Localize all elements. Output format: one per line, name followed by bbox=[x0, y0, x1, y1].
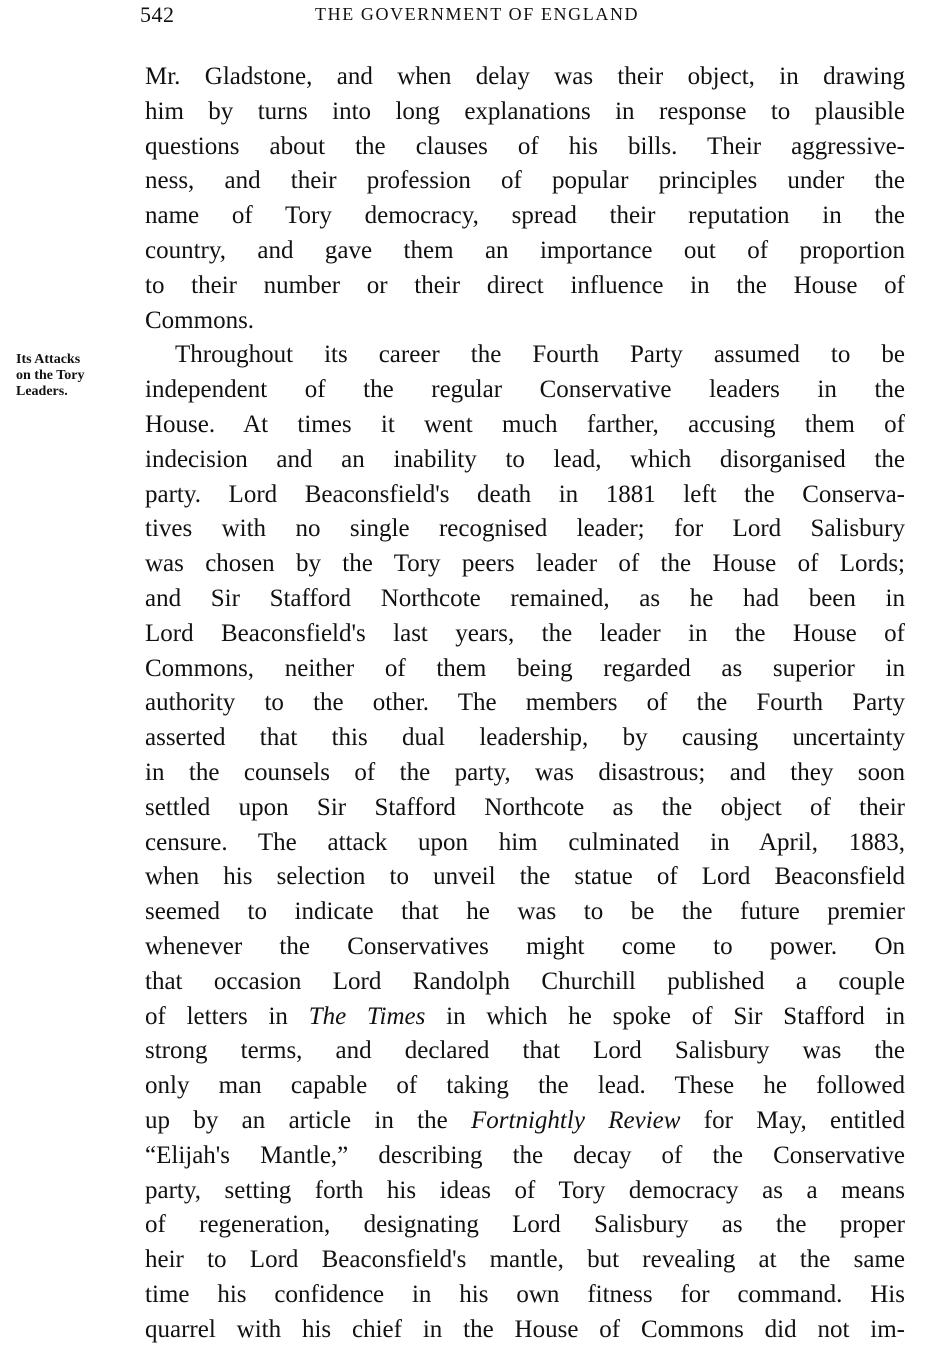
text-line: only man capable of taking the lead. These he followed bbox=[145, 1072, 905, 1100]
text-line: censure. The attack upon him culminated in April, 1883, bbox=[145, 828, 905, 856]
text-line: Commons, neither of them being regarded as superior in bbox=[145, 654, 905, 682]
text-line: settled upon Sir Stafford Northcote as the object of their bbox=[145, 793, 905, 821]
text-line: name of Tory democracy, spread their reputation in the bbox=[145, 202, 905, 230]
body-text bbox=[145, 60, 905, 1347]
text-line: strong terms, and declared that Lord Salisbury was the bbox=[145, 1037, 905, 1065]
text-line: when his selection to unveil the statue of Lord Beaconsfield bbox=[145, 863, 905, 891]
text-segment: in which he spoke of Sir Stafford in bbox=[425, 1002, 905, 1030]
text-line: of regeneration, designating Lord Salisbury as the proper bbox=[145, 1211, 905, 1239]
italic-title: The Times bbox=[308, 1002, 426, 1030]
text-line: whenever the Conservatives might come to power. On bbox=[145, 932, 905, 960]
text-line: asserted that this dual leadership, by causing uncertainty bbox=[145, 724, 905, 752]
text-line: indecision and an inability to lead, which disorganised the bbox=[145, 445, 905, 473]
running-head bbox=[140, 2, 910, 30]
text-line bbox=[145, 1104, 905, 1139]
margin-note-line: Its Attacks bbox=[16, 352, 81, 367]
text-line: in the counsels of the party, was disastrous; and they soon bbox=[145, 758, 905, 786]
text-segment: of letters in bbox=[145, 1002, 309, 1030]
text-line: heir to Lord Beaconsfield's mantle, but revealing at the same bbox=[145, 1246, 905, 1274]
text-line: time his confidence in his own fitness for command. His bbox=[145, 1280, 905, 1308]
text-line: to their number or their direct influence in the House of bbox=[145, 271, 905, 299]
margin-note-line: on the Tory bbox=[16, 368, 85, 383]
text-line: ness, and their profession of popular principles under the bbox=[145, 167, 905, 195]
margin-note bbox=[16, 352, 134, 400]
text-segment: for May, entitled bbox=[680, 1106, 906, 1134]
text-line: country, and gave them an importance out of proportion bbox=[145, 236, 905, 264]
text-line: was chosen by the Tory peers leader of the House of Lords; bbox=[145, 550, 905, 578]
page-number: 542 bbox=[140, 2, 175, 27]
text-line: tives with no single recognised leader; for Lord Salisbury bbox=[145, 515, 905, 543]
text-line: Lord Beaconsfield's last years, the leader in the House of bbox=[145, 619, 905, 647]
text-line: seemed to indicate that he was to be the future premier bbox=[145, 898, 905, 926]
margin-note-line: Leaders. bbox=[16, 384, 68, 399]
text-line: and Sir Stafford Northcote remained, as he had been in bbox=[145, 584, 905, 612]
text-line: party, setting forth his ideas of Tory democracy as a means bbox=[145, 1176, 905, 1204]
italic-title: Fortnightly Review bbox=[471, 1106, 681, 1134]
text-line: Mr. Gladstone, and when delay was their object, in drawing bbox=[145, 63, 905, 90]
text-line: that occasion Lord Randolph Churchill published a couple bbox=[145, 967, 905, 995]
text-line: quarrel with his chief in the House of Commons did not im- bbox=[145, 1315, 905, 1343]
running-title: THE GOVERNMENT OF ENGLAND bbox=[315, 4, 640, 24]
text-line: House. At times it went much farther, accusing them of bbox=[145, 410, 905, 438]
text-line: him by turns into long explanations in response to plausible bbox=[145, 97, 905, 125]
text-line: independent of the regular Conservative leaders in the bbox=[145, 376, 905, 404]
text-line bbox=[145, 1000, 905, 1035]
text-line: authority to the other. The members of the Fourth Party bbox=[145, 689, 905, 717]
text-line: questions about the clauses of his bills. Their aggressive- bbox=[145, 132, 905, 160]
text-line: Commons. bbox=[145, 306, 255, 334]
text-line: “Elijah's Mantle,” describing the decay of the Conservative bbox=[145, 1141, 905, 1169]
text-segment: up by an article in the bbox=[145, 1106, 472, 1134]
text-line: party. Lord Beaconsfield's death in 1881 left the Conserva- bbox=[145, 480, 905, 508]
text-line: Throughout its career the Fourth Party assumed to be bbox=[175, 341, 905, 369]
